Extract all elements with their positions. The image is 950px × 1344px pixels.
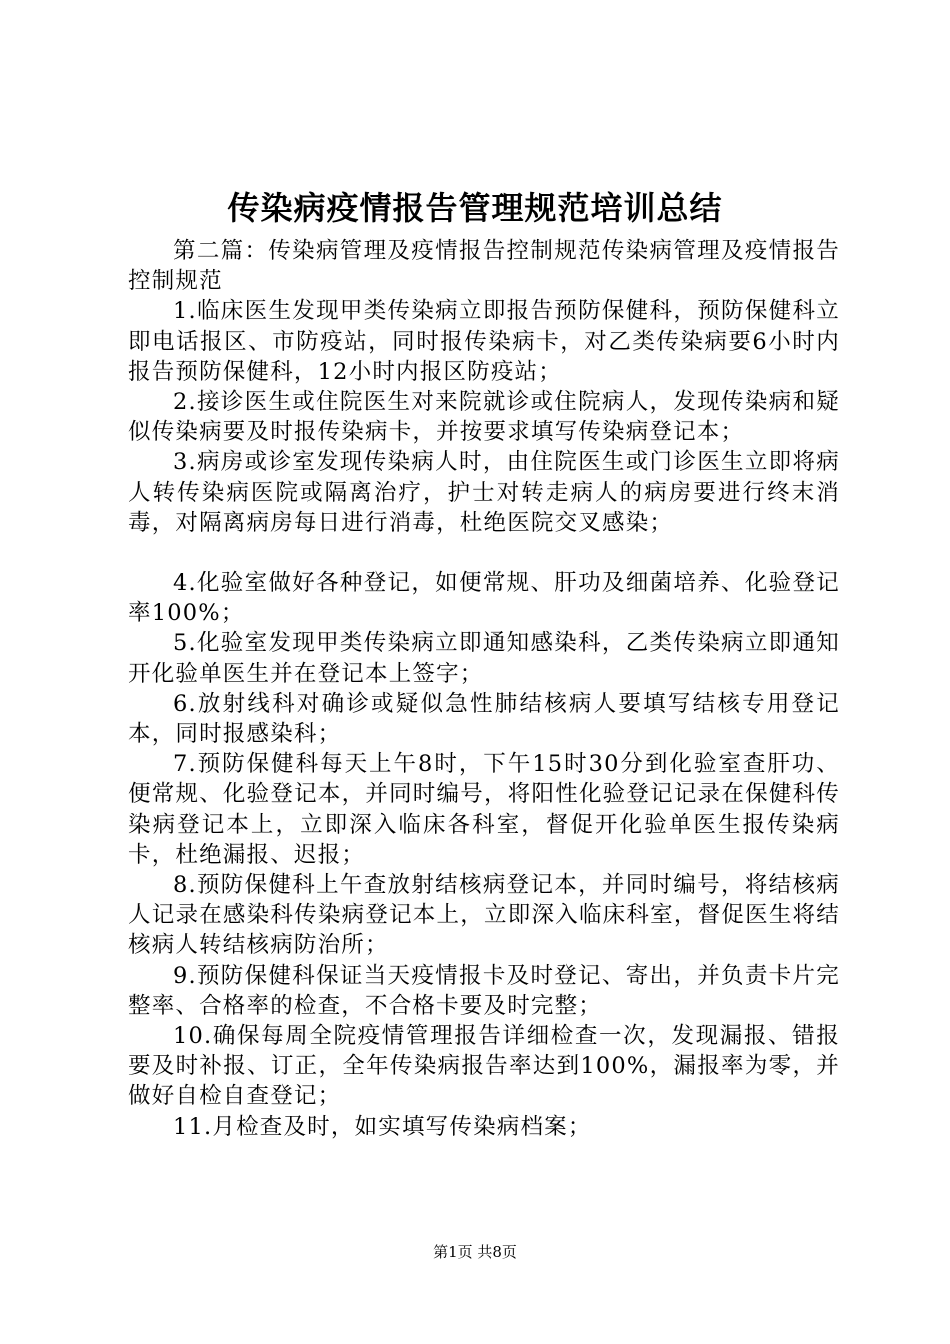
- document-body: [128, 236, 840, 1142]
- paragraph-item-8: 8.预防保健科上午查放射结核病登记本，并同时编号，将结核病人记录在感染科传染病登记本上，立即深入临床科室，督促医生将结核病人转结核病防治所；: [128, 872, 840, 959]
- paragraph-item-6: 6.放射线科对确诊或疑似急性肺结核病人要填写结核专用登记本，同时报感染科；: [128, 690, 840, 748]
- paragraph-intro: 第二篇：传染病管理及疫情报告控制规范传染病管理及疫情报告控制规范: [128, 238, 840, 295]
- page-footer: 第1页 共8页: [433, 1243, 517, 1261]
- paragraph-item-3: 3.病房或诊室发现传染病人时，由住院医生或门诊医生立即将病人转传染病医院或隔离治疗，护士对转走病人的病房要进行终末消毒，对隔离病房每日进行消毒，杜绝医院交叉感染；: [128, 449, 840, 536]
- paragraph-item-10: 10.确保每周全院疫情管理报告详细检查一次，发现漏报、错报要及时补报、订正，全年传染病报告率达到100%，漏报率为零，并做好自检自查登记；: [128, 1023, 840, 1110]
- paragraph-item-2: 2.接诊医生或住院医生对来院就诊或住院病人，发现传染病和疑似传染病要及时报传染病卡，并按要求填写传染病登记本；: [128, 389, 840, 446]
- paragraph-item-5: 5.化验室发现甲类传染病立即通知感染科，乙类传染病立即通知开化验单医生并在登记本上签字；: [128, 630, 840, 687]
- paragraph-item-1: 1.临床医生发现甲类传染病立即报告预防保健科，预防保健科立即电话报区、市防疫站，同时报传染病卡，对乙类传染病要6小时内报告预防保健科，12小时内报区防疫站；: [128, 298, 840, 385]
- paragraph-item-11: 11.月检查及时，如实填写传染病档案；: [173, 1113, 592, 1140]
- paragraph-item-7: 7.预防保健科每天上午8时，下午15时30分到化验室查肝功、便常规、化验登记本，并同时编号，将阳性化验登记记录在保健科传染病登记本上，立即深入临床各科室，督促开化验单医生报传染病卡，杜绝漏报、迟报；: [128, 751, 840, 868]
- paragraph-item-9: 9.预防保健科保证当天疫情报卡及时登记、寄出，并负责卡片完整率、合格率的检查，不合格卡要及时完整；: [128, 962, 840, 1019]
- paragraph-item-4: 4.化验室做好各种登记，如便常规、肝功及细菌培养、化验登记率100%；: [128, 570, 840, 627]
- document-title: 传染病疫情报告管理规范培训总结: [227, 189, 723, 227]
